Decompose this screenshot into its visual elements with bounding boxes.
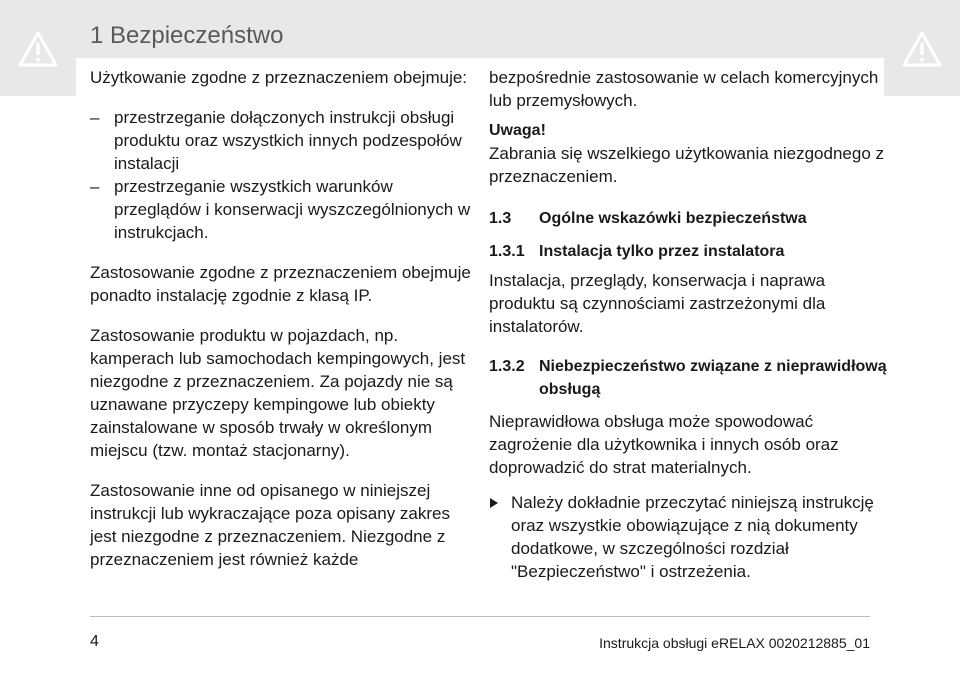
heading-title: Niebezpieczeństwo związane z nieprawidłową obsługą bbox=[539, 358, 887, 398]
warning-triangle-icon bbox=[18, 31, 58, 67]
arrow-bullet-icon bbox=[490, 498, 498, 508]
warning-triangle-icon bbox=[902, 31, 942, 67]
list-item bbox=[90, 175, 472, 244]
list-item bbox=[90, 106, 472, 175]
document-reference: Instrukcja obsługi eRELAX 0020212885_01 bbox=[599, 635, 870, 651]
heading-1-3-1 bbox=[489, 240, 889, 263]
instruction-text: Należy dokładnie przeczytać niniejszą instrukcję oraz wszystkie obowiązujące z nią dokumenty dodatkowe, w szczególności rozdział "Bezpieczeństwo" i ostrzeżenia. bbox=[511, 493, 874, 581]
section-title: 1 Bezpieczeństwo bbox=[90, 22, 284, 49]
intro-paragraph: Użytkowanie zgodne z przeznaczeniem obejmuje: bbox=[90, 68, 468, 87]
paragraph-vehicles: Zastosowanie produktu w pojazdach, np. kamperach lub samochodach kempingowych, jest niezgodne z przeznaczeniem. Za pojazdy nie są uznawane przyczepy kempingowe lub obiekty zainstalowane w sposób trwały w określonym miejscu (tzw. montaż stacjonarny). bbox=[90, 326, 466, 460]
misuse-paragraph: Nieprawidłowa obsługa może spowodować zagrożenie dla użytkownika i innych osób oraz doprowadzić do strat materialnych. bbox=[489, 412, 839, 477]
right-warning-band bbox=[884, 0, 960, 96]
left-warning-band bbox=[0, 0, 76, 96]
heading-1-3 bbox=[489, 207, 889, 230]
installer-paragraph: Instalacja, przeglądy, konserwacja i naprawa produktu są czynnościami zastrzeżonymi dla instalatorów. bbox=[489, 271, 826, 336]
paragraph-ip-class: Zastosowanie zgodne z przeznaczeniem obejmuje ponadto instalację zgodnie z klasą IP. bbox=[90, 263, 471, 305]
warning-label: Uwaga! bbox=[489, 122, 546, 139]
warning-text: Zabrania się wszelkiego użytkowania niezgodnego z przeznaczeniem. bbox=[489, 144, 885, 186]
heading-number: 1.3.2 bbox=[489, 358, 525, 375]
dash-bullet: – bbox=[90, 177, 100, 196]
requirements-list bbox=[90, 106, 472, 244]
dash-bullet: – bbox=[90, 108, 100, 127]
left-column bbox=[90, 66, 472, 571]
continuation-paragraph: bezpośrednie zastosowanie w celach komercyjnych lub przemysłowych. bbox=[489, 68, 879, 110]
instruction-item bbox=[489, 491, 889, 583]
page-number: 4 bbox=[90, 633, 99, 650]
footer-divider bbox=[90, 616, 870, 617]
right-column bbox=[489, 66, 889, 583]
heading-number: 1.3 bbox=[489, 210, 512, 227]
heading-title: Instalacja tylko przez instalatora bbox=[539, 243, 785, 260]
paragraph-other-use: Zastosowanie inne od opisanego w niniejszej instrukcji lub wykraczające poza opisany zakres jest niezgodne z przeznaczeniem. Niezgodne z przeznaczeniem jest również każde bbox=[90, 481, 450, 569]
list-item-text: przestrzeganie dołączonych instrukcji obsługi produktu oraz wszystkich innych podzespołów instalacji bbox=[114, 108, 462, 173]
heading-title: Ogólne wskazówki bezpieczeństwa bbox=[539, 210, 807, 227]
list-item-text: przestrzeganie wszystkich warunków przeglądów i konserwacji wyszczególnionych w instrukcjach. bbox=[114, 177, 471, 242]
heading-number: 1.3.1 bbox=[489, 243, 525, 260]
heading-1-3-2 bbox=[489, 355, 889, 401]
